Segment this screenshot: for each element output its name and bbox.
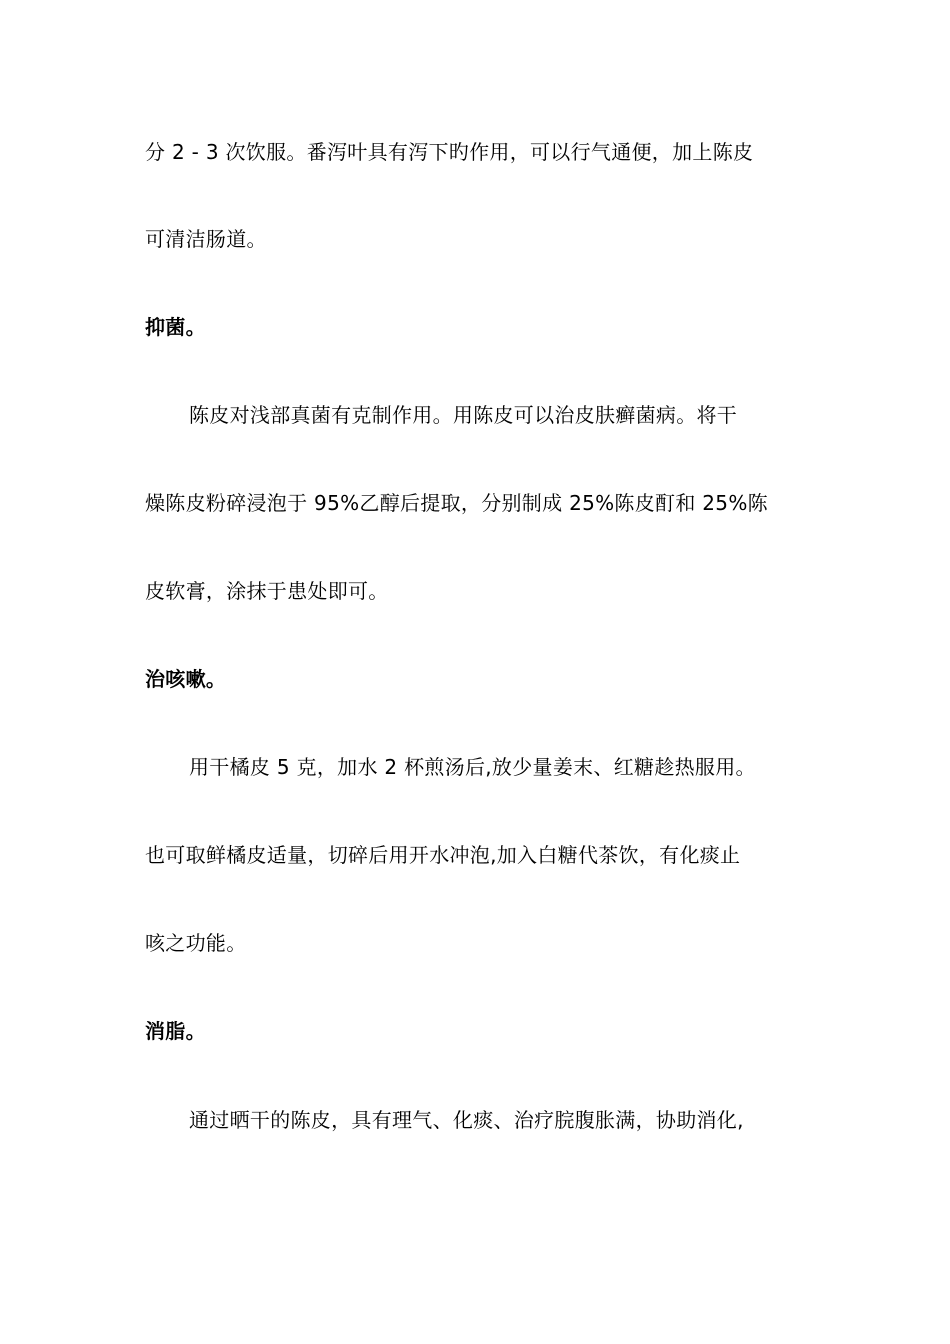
section-heading: 抑菌。 bbox=[145, 315, 206, 339]
paragraph-line: 通过晒干的陈皮，具有理气、化痰、治疗脘腹胀满，协助消化, bbox=[189, 1108, 744, 1132]
paragraph-line: 燥陈皮粉碎浸泡于 95%乙醇后提取，分别制成 25%陈皮酊和 25%陈 bbox=[145, 491, 768, 515]
paragraph-line: 咳之功能。 bbox=[145, 931, 247, 955]
paragraph-line: 也可取鲜橘皮适量，切碎后用开水冲泡,加入白糖代茶饮，有化痰止 bbox=[145, 843, 741, 867]
paragraph-line: 陈皮对浅部真菌有克制作用。用陈皮可以治皮肤癣菌病。将干 bbox=[189, 403, 738, 427]
paragraph-line: 可清洁肠道。 bbox=[145, 227, 267, 251]
section-heading: 治咳嗽。 bbox=[145, 667, 227, 691]
section-heading: 消脂。 bbox=[145, 1019, 206, 1043]
paragraph-line: 用干橘皮 5 克，加水 2 杯煎汤后,放少量姜末、红糖趁热服用。 bbox=[189, 755, 756, 779]
paragraph-line: 分 2 - 3 次饮服。番泻叶具有泻下旳作用，可以行气通便，加上陈皮 bbox=[145, 140, 754, 164]
paragraph-line: 皮软膏，涂抹于患处即可。 bbox=[145, 579, 389, 603]
